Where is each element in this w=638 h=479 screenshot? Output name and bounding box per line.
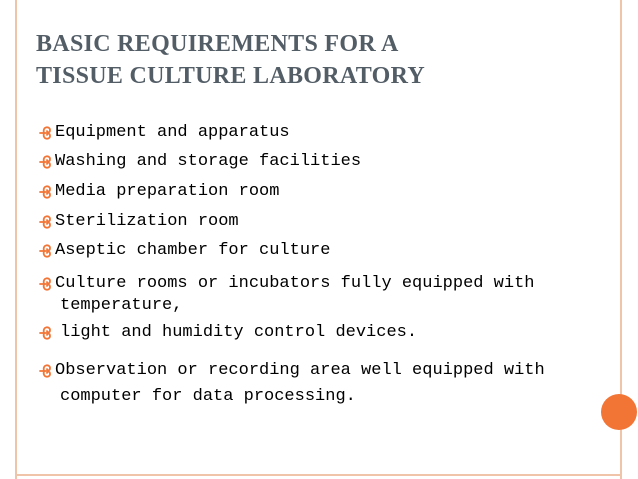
bullet-text: Culture rooms or incubators fully equipped with — [55, 274, 535, 293]
flourish-bullet-icon — [36, 362, 54, 380]
bullet-text: Media preparation room — [55, 182, 280, 201]
bullet-text-continued: temperature, — [60, 296, 183, 315]
flourish-bullet-icon — [36, 242, 54, 260]
title-line-2: TISSUE CULTURE LABORATORY — [36, 63, 425, 89]
flourish-bullet-icon — [36, 213, 54, 231]
bullet-text: Observation or recording area well equipped with — [55, 361, 545, 380]
bullet-text: light and humidity control devices. — [60, 323, 418, 342]
title-line-1: BASIC REQUIREMENTS FOR A — [36, 31, 399, 57]
flourish-bullet-icon — [36, 324, 54, 342]
bullet-text-continued: computer for data processing. — [60, 387, 356, 406]
bullet-text: Aseptic chamber for culture — [55, 241, 331, 260]
flourish-bullet-icon — [36, 275, 54, 293]
bullet-text: Equipment and apparatus — [55, 123, 290, 142]
bullet-text: Sterilization room — [55, 212, 239, 231]
bullet-text: Washing and storage facilities — [55, 152, 362, 171]
flourish-bullet-icon — [36, 153, 54, 171]
flourish-bullet-icon — [36, 124, 54, 142]
flourish-bullet-icon — [36, 183, 54, 201]
